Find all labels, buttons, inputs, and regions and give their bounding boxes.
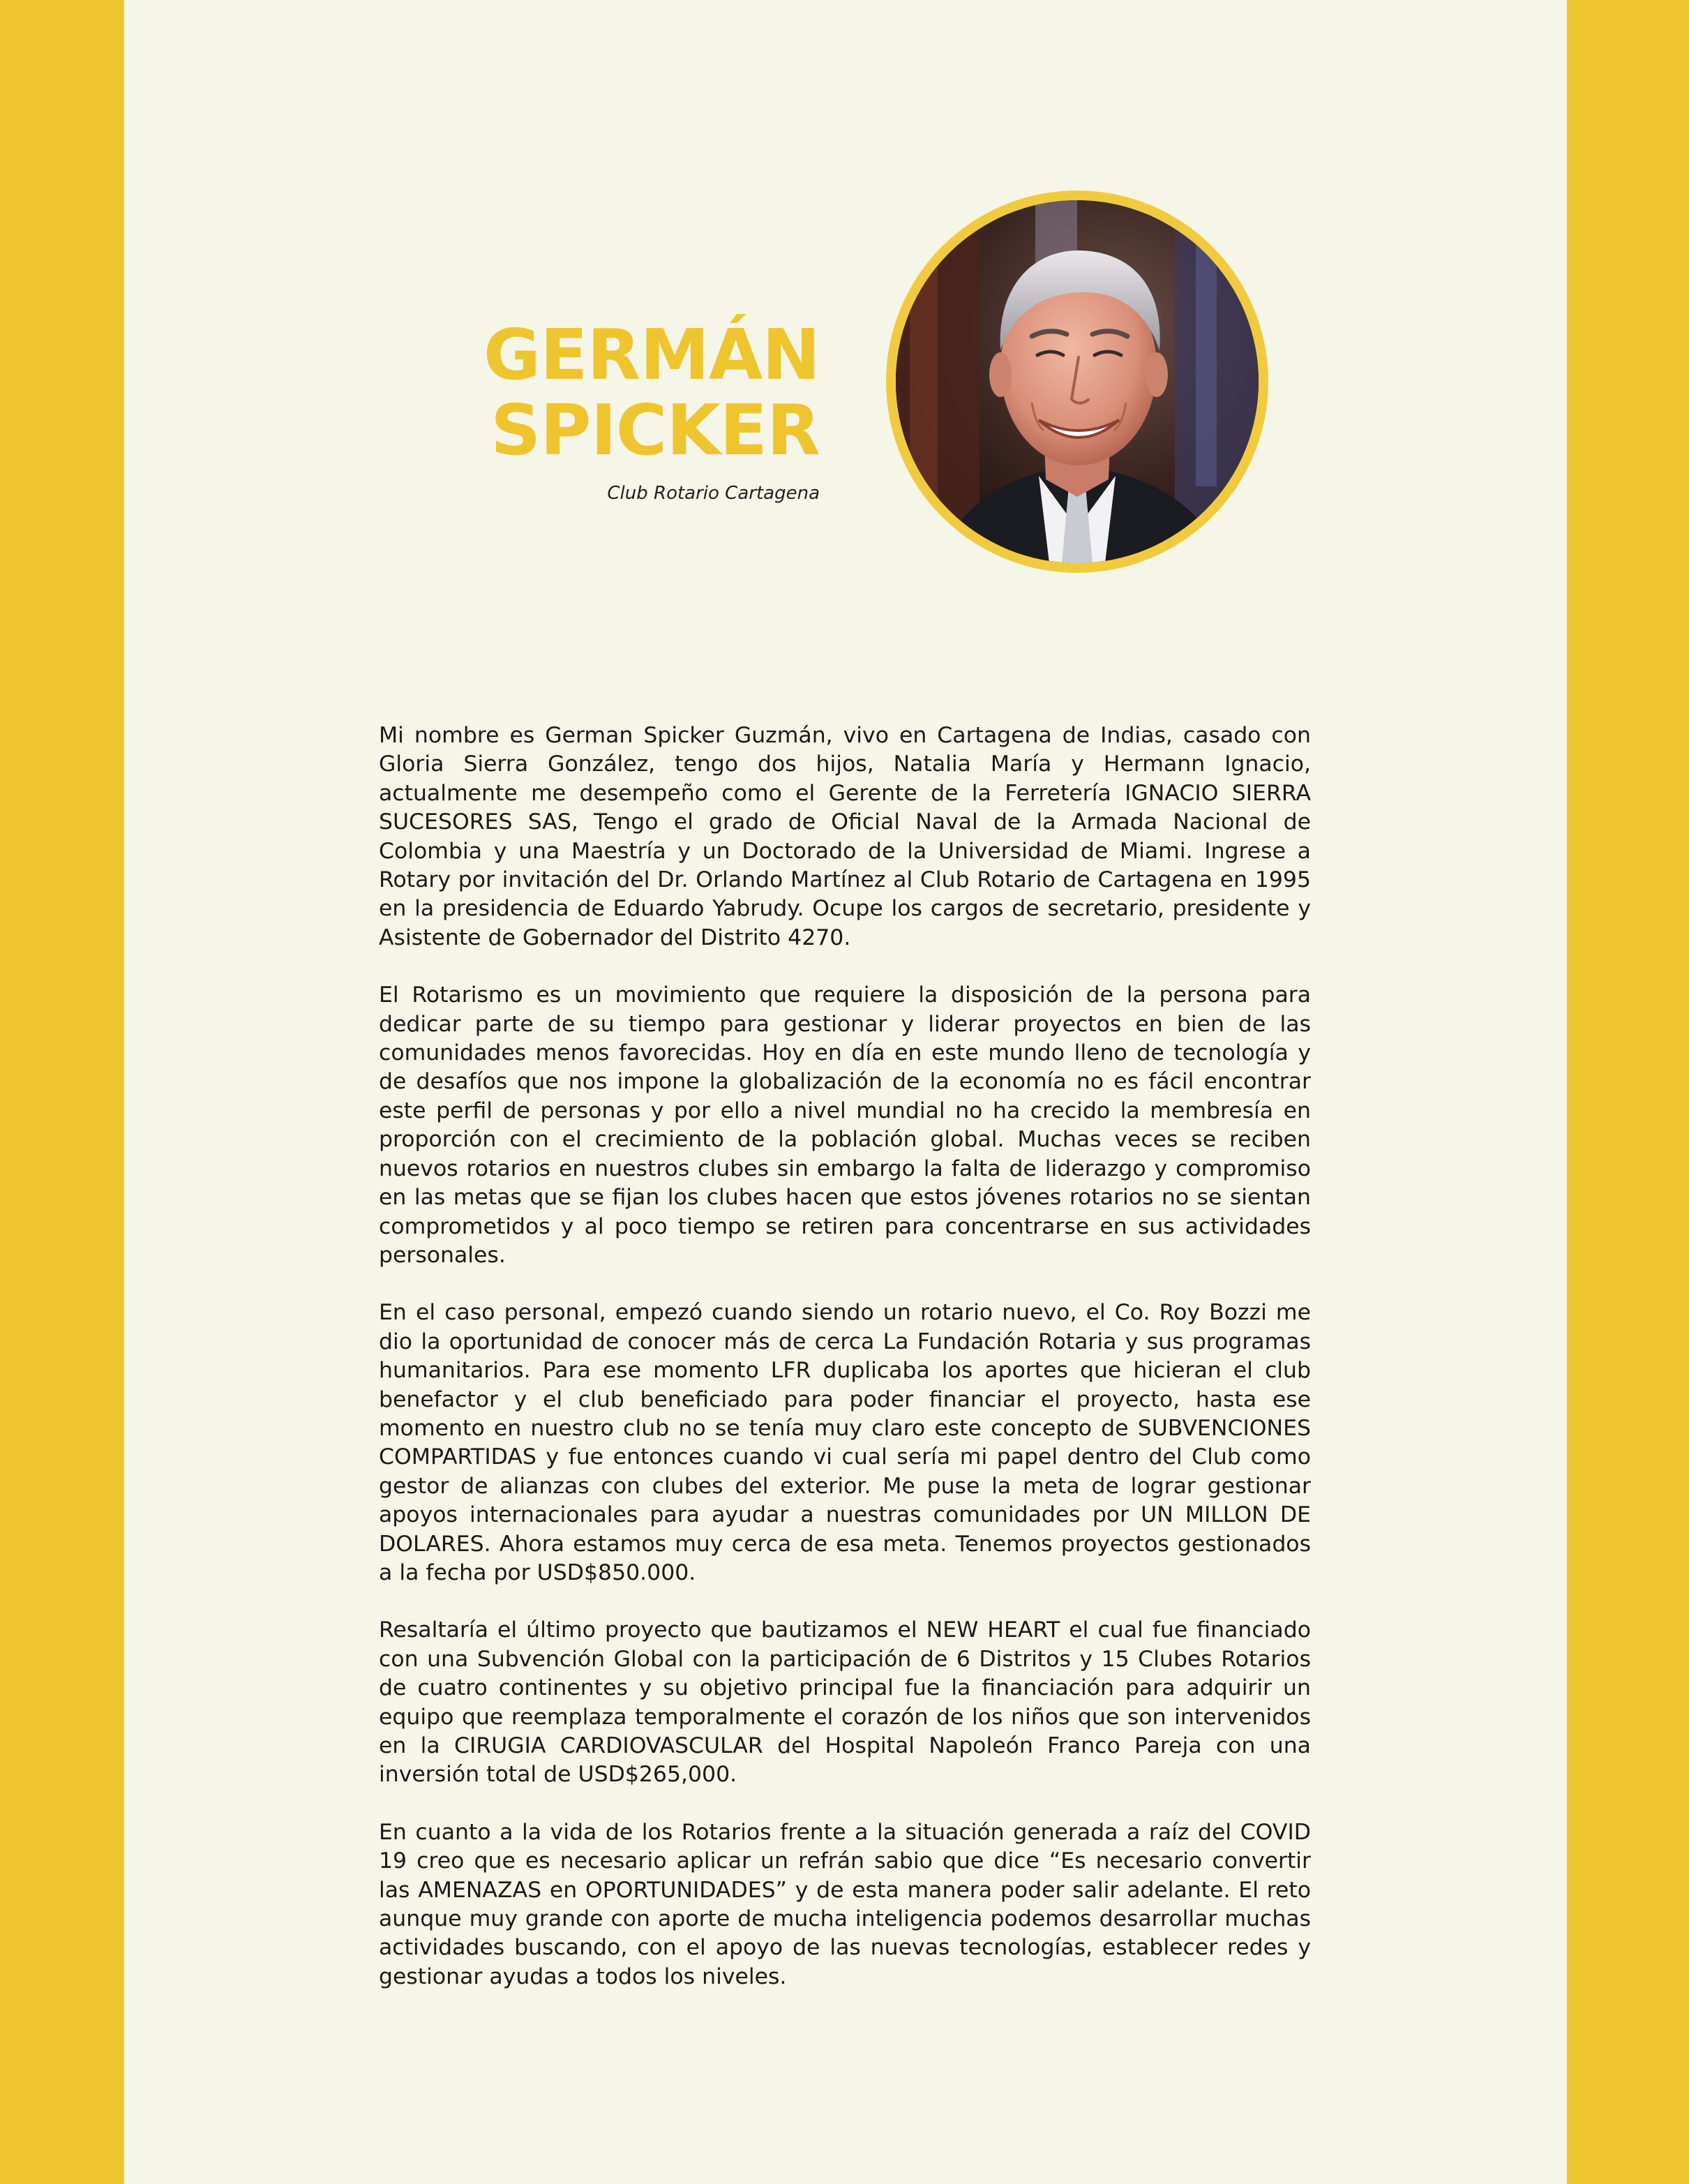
club-subtitle: Club Rotario Cartagena [607,483,820,504]
bio-paragraph-4: Resaltaría el último proyecto que bautizamos el NEW HEART el cual fue financiado con una Subvención Global con la participación de 6 Distritos y 15 Clubes Rotarios de cuatro continentes y su objetivo principal fue la financiación para adquirir un equipo que reemplaza temporalmente el corazón de los niños que son intervenidos en la CIRUGIA CARDIOVASCULAR del Hospital Napoleón Franco Pareja con una inversión total de USD$265,000. [379,1617,1311,1788]
left-accent-stripe [0,0,124,2184]
biography-text [379,721,1311,2020]
bio-paragraph-2: El Rotarismo es un movimiento que requiere la disposición de la persona para dedicar parte de su tiempo para gestionar y liderar proyectos en bien de las comunidades menos favorecidas. Hoy en día en este mundo lleno de tecnología y de desafíos que nos impone la globalización de la economía no es fácil encontrar este perfil de personas y por ello a nivel mundial no ha crecido la membresía en proporción con el crecimiento de la población global. Muchas veces se reciben nuevos rotarios en nuestros clubes sin embargo la falta de liderazgo y compromiso en las metas que se fijan los clubes hacen que estos jóvenes rotarios no se sientan comprometidos y al poco tiempo se retiren para concentrarse en sus actividades personales. [379,982,1311,1268]
portrait-frame [886,190,1268,573]
bio-paragraph-1: Mi nombre es German Spicker Guzmán, vivo en Cartagena de Indias, casado con Gloria Sierra González, tengo dos hijos, Natalia María y Hermann Ignacio, actualmente me desempeño como el Gerente de la Ferretería IGNACIO SIERRA SUCESORES SAS, Tengo el grado de Oficial Naval de la Armada Nacional de Colombia y una Maestría y un Doctorado de la Universidad de Miami. Ingrese a Rotary por invitación del Dr. Orlando Martínez al Club Rotario de Cartagena en 1995 en la presidencia de Eduardo Yabrudy. Ocupe los cargos de secretario, presidente y Asistente de Gobernador del Distrito 4270. [379,723,1311,950]
right-accent-stripe [1567,0,1689,2184]
bio-paragraph-5: En cuanto a la vida de los Rotarios frente a la situación generada a raíz del COVID 19 creo que es necesario aplicar un refrán sabio que dice “Es necesario convertir las AMENAZAS en OPORTUNIDADES” y de esta manera poder salir adelante. El reto aunque muy grande con aporte de mucha inteligencia podemos desarrollar muchas actividades buscando, con el apoyo de las nuevas tecnologías, establecer redes y gestionar ayudas a todos los niveles. [379,1819,1311,1989]
portrait-photo [896,200,1259,563]
first-name-heading: GERMÁN [483,314,820,396]
last-name-heading: SPICKER [490,389,820,471]
bio-paragraph-3: En el caso personal, empezó cuando siendo un rotario nuevo, el Co. Roy Bozzi me dio la oportunidad de conocer más de cerca La Fundación Rotaria y sus programas humanitarios. Para ese momento LFR duplicaba los aportes que hicieran el club benefactor y el club beneficiado para poder financiar el proyecto, hasta ese momento en nuestro club no se tenía muy claro este concepto de SUBVENCIONES COMPARTIDAS y fue entonces cuando vi cual sería mi papel dentro del Club como gestor de alianzas con clubes del exterior. Me puse la meta de lograr gestionar apoyos internacionales para ayudar a nuestras comunidades por UN MILLON DE DOLARES. Ahora estamos muy cerca de esa meta. Tenemos proyectos gestionados a la fecha por USD$850.000. [379,1300,1311,1585]
